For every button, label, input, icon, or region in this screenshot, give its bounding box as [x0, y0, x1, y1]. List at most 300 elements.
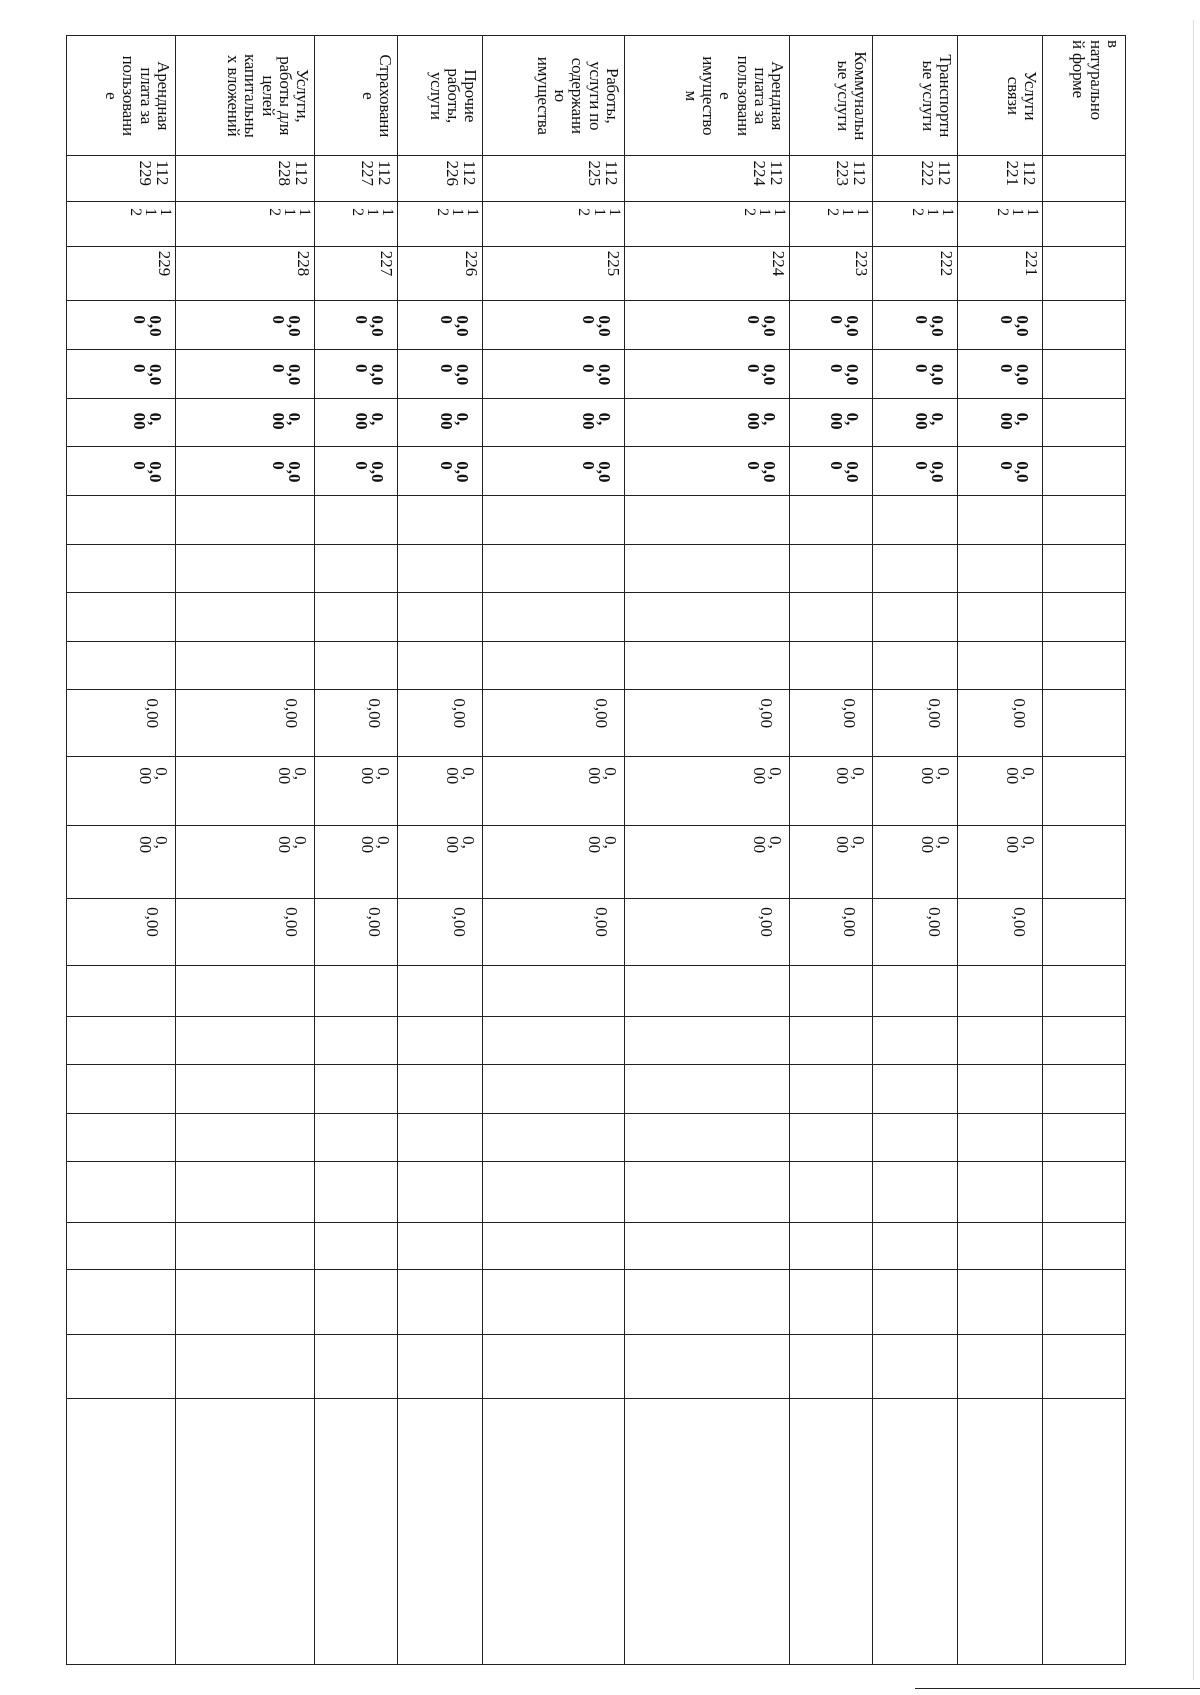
value-cell-text: 0,00 — [591, 907, 611, 937]
value-cell-text: 0,00 — [591, 698, 611, 729]
empty-cell — [176, 1113, 315, 1162]
value-cell-text: 0,00 — [925, 698, 945, 729]
empty-cell — [873, 495, 958, 544]
subcode-cell — [176, 202, 315, 247]
value-cell-text: 0,00 — [282, 907, 302, 937]
value-cell-text: 0, 00 — [269, 412, 305, 430]
value-cell — [398, 690, 483, 757]
value-cell-text: 0,0 0 — [437, 461, 473, 483]
empty-cell — [483, 641, 625, 690]
value-cell — [958, 301, 1043, 350]
value-cell-text: 0, 00 — [358, 767, 394, 785]
empty-cell — [873, 1269, 958, 1334]
value-cell-text: 0,0 0 — [129, 461, 166, 483]
page-edge — [1193, 20, 1194, 1680]
code-cell-text: 112 221 — [1002, 160, 1040, 187]
empty-cell — [483, 544, 625, 593]
row-name-cell — [483, 36, 625, 156]
value-cell-text: 0,0 0 — [352, 315, 388, 337]
value-cell-text: 0, 00 — [129, 412, 166, 430]
value-cell — [873, 899, 958, 966]
empty-cell — [958, 1016, 1043, 1065]
code-cell — [790, 155, 873, 202]
value-cell — [624, 447, 790, 496]
value-cell-text: 0, 00 — [750, 767, 786, 785]
value-cell — [176, 447, 315, 496]
empty-cell — [67, 641, 176, 690]
empty-cell — [790, 1162, 873, 1223]
value-cell-text: 0, 00 — [997, 412, 1033, 430]
subcode-cell — [624, 202, 790, 247]
empty-cell — [873, 641, 958, 690]
empty-cell — [790, 544, 873, 593]
table-row — [958, 36, 1043, 1665]
article-cell-text: 229 — [155, 250, 175, 277]
table-row — [624, 36, 790, 1665]
value-cell — [176, 350, 315, 399]
empty-cell — [398, 495, 483, 544]
code-cell — [483, 155, 625, 202]
value-cell — [67, 350, 176, 399]
value-cell — [398, 398, 483, 447]
article-cell — [315, 246, 398, 301]
empty-cell — [67, 1162, 176, 1223]
empty-cell — [1043, 690, 1126, 757]
empty-cell — [873, 1113, 958, 1162]
empty-cell — [1043, 1399, 1126, 1665]
empty-cell — [483, 1334, 625, 1399]
code-cell — [398, 155, 483, 202]
value-cell-text: 0, 00 — [1003, 836, 1039, 854]
value-cell-text: 0,0 0 — [352, 461, 388, 483]
code-cell-text: 112 222 — [917, 160, 955, 187]
empty-cell — [624, 1399, 790, 1665]
empty-cell — [483, 1269, 625, 1334]
empty-cell — [398, 544, 483, 593]
empty-cell — [315, 1162, 398, 1223]
value-cell — [958, 350, 1043, 399]
value-cell-text: 0,0 0 — [827, 461, 863, 483]
value-cell — [873, 350, 958, 399]
article-cell-text: 228 — [294, 250, 314, 277]
empty-cell — [398, 1113, 483, 1162]
value-cell — [483, 447, 625, 496]
row-name-cell — [176, 36, 315, 156]
table-row — [67, 36, 176, 1665]
empty-cell — [624, 1162, 790, 1223]
empty-cell — [1043, 1223, 1126, 1270]
empty-cell — [176, 1162, 315, 1223]
empty-cell — [67, 495, 176, 544]
value-cell-text: 0, 00 — [584, 836, 620, 854]
value-cell — [176, 398, 315, 447]
empty-cell — [176, 1334, 315, 1399]
value-cell — [790, 350, 873, 399]
empty-cell — [790, 1223, 873, 1270]
empty-cell — [483, 1399, 625, 1665]
empty-cell — [1043, 350, 1126, 399]
empty-cell — [624, 1269, 790, 1334]
row-name-cell — [1043, 36, 1126, 156]
article-cell-text: 223 — [852, 250, 872, 277]
empty-cell — [1043, 447, 1126, 496]
empty-cell — [1043, 826, 1126, 899]
code-cell — [176, 155, 315, 202]
row-name-cell-text: Арендная плата за пользовани е — [102, 55, 174, 136]
value-cell — [483, 398, 625, 447]
code-cell-text: 112 229 — [135, 160, 173, 187]
empty-cell — [483, 1162, 625, 1223]
empty-cell — [958, 1223, 1043, 1270]
value-cell-text: 0, 00 — [135, 836, 172, 854]
empty-cell — [958, 1065, 1043, 1114]
table-row — [483, 36, 625, 1665]
value-cell — [483, 899, 625, 966]
empty-cell — [398, 593, 483, 642]
row-name-cell — [398, 36, 483, 156]
value-cell — [483, 826, 625, 899]
empty-cell — [315, 1334, 398, 1399]
subcode-cell — [315, 202, 398, 247]
empty-cell — [790, 1065, 873, 1114]
value-cell — [873, 301, 958, 350]
table-row — [873, 36, 958, 1665]
value-cell — [790, 398, 873, 447]
value-cell-text: 0,0 0 — [578, 364, 614, 386]
empty-cell — [176, 593, 315, 642]
value-cell — [958, 447, 1043, 496]
value-cell-text: 0,0 0 — [744, 461, 780, 483]
code-cell — [958, 155, 1043, 202]
article-cell — [176, 246, 315, 301]
empty-cell — [315, 641, 398, 690]
empty-cell — [1043, 202, 1126, 247]
value-cell — [315, 757, 398, 826]
article-cell — [958, 246, 1043, 301]
value-cell-text: 0,00 — [840, 698, 860, 729]
value-cell-text: 0, 00 — [352, 412, 388, 430]
article-cell — [483, 246, 625, 301]
value-cell-text: 0,0 0 — [437, 364, 473, 386]
article-cell — [873, 246, 958, 301]
code-cell-text: 112 226 — [442, 160, 480, 187]
empty-cell — [67, 1269, 176, 1334]
value-cell-text: 0, 00 — [918, 836, 954, 854]
value-cell-text: 0,0 0 — [578, 315, 614, 337]
empty-cell — [790, 1334, 873, 1399]
code-cell — [315, 155, 398, 202]
value-cell — [315, 447, 398, 496]
value-cell — [624, 398, 790, 447]
empty-cell — [176, 1399, 315, 1665]
value-cell — [315, 826, 398, 899]
value-cell-text: 0,0 0 — [269, 315, 305, 337]
subcode-cell-text: 1 1 2 — [266, 208, 314, 217]
empty-cell — [398, 1016, 483, 1065]
empty-cell — [315, 1269, 398, 1334]
value-cell — [315, 350, 398, 399]
empty-cell — [483, 495, 625, 544]
subcode-cell — [67, 202, 176, 247]
row-name-cell — [624, 36, 790, 156]
value-cell-text: 0,0 0 — [827, 364, 863, 386]
value-cell-text: 0, 00 — [750, 836, 786, 854]
empty-cell — [958, 495, 1043, 544]
empty-cell — [873, 965, 958, 1016]
value-cell-text: 0,0 0 — [997, 364, 1033, 386]
value-cell-text: 0,0 0 — [912, 364, 948, 386]
value-cell-text: 0,00 — [925, 907, 945, 937]
code-cell-text: 112 224 — [750, 160, 787, 187]
empty-cell — [790, 1269, 873, 1334]
empty-cell — [624, 1223, 790, 1270]
subcode-cell-text: 1 1 2 — [126, 208, 175, 217]
article-cell — [790, 246, 873, 301]
empty-cell — [398, 1162, 483, 1223]
value-cell — [315, 398, 398, 447]
value-cell-text: 0,0 0 — [744, 315, 780, 337]
value-cell — [398, 447, 483, 496]
value-cell-text: 0, 00 — [744, 412, 780, 430]
page-footer-rule — [915, 1688, 1200, 1689]
empty-cell — [176, 495, 315, 544]
value-cell — [624, 899, 790, 966]
value-cell — [398, 899, 483, 966]
value-cell-text: 0, 00 — [918, 767, 954, 785]
value-cell — [315, 301, 398, 350]
empty-cell — [398, 1399, 483, 1665]
value-cell — [483, 301, 625, 350]
value-cell-text: 0,00 — [757, 698, 777, 729]
empty-cell — [483, 965, 625, 1016]
table-row — [790, 36, 873, 1665]
empty-cell — [873, 1162, 958, 1223]
empty-cell — [315, 544, 398, 593]
empty-cell — [958, 593, 1043, 642]
row-name-cell-text: Прочие работы, услуги — [426, 68, 481, 124]
value-cell — [176, 690, 315, 757]
value-cell-text: 0, 00 — [358, 836, 394, 854]
empty-cell — [1043, 593, 1126, 642]
subcode-cell — [790, 202, 873, 247]
empty-cell — [873, 593, 958, 642]
value-cell — [624, 826, 790, 899]
subcode-cell-text: 1 1 2 — [741, 208, 789, 217]
value-cell — [958, 398, 1043, 447]
empty-cell — [1043, 544, 1126, 593]
value-cell-text: 0,00 — [143, 907, 163, 937]
empty-cell — [624, 1065, 790, 1114]
subcode-cell-text: 1 1 2 — [993, 208, 1042, 217]
article-cell-text: 221 — [1022, 250, 1042, 277]
subcode-cell-text: 1 1 2 — [348, 208, 397, 217]
empty-cell — [315, 965, 398, 1016]
empty-cell — [1043, 1162, 1126, 1223]
empty-cell — [67, 1223, 176, 1270]
value-cell-text: 0, 00 — [275, 767, 311, 785]
empty-cell — [398, 1223, 483, 1270]
empty-cell — [958, 1399, 1043, 1665]
empty-cell — [176, 1223, 315, 1270]
value-cell-text: 0,0 0 — [269, 364, 305, 386]
value-cell — [958, 899, 1043, 966]
value-cell — [398, 301, 483, 350]
value-cell-text: 0,0 0 — [744, 364, 780, 386]
code-cell-text: 112 228 — [275, 160, 312, 187]
empty-cell — [483, 1223, 625, 1270]
empty-cell — [958, 1162, 1043, 1223]
empty-cell — [1043, 246, 1126, 301]
value-cell — [790, 899, 873, 966]
value-cell — [790, 757, 873, 826]
empty-cell — [67, 965, 176, 1016]
empty-cell — [315, 593, 398, 642]
empty-cell — [790, 1113, 873, 1162]
value-cell — [176, 757, 315, 826]
table-row — [315, 36, 398, 1665]
empty-cell — [1043, 641, 1126, 690]
empty-cell — [176, 1065, 315, 1114]
value-cell — [483, 350, 625, 399]
empty-cell — [483, 1065, 625, 1114]
row-name-cell-text: Работы, услуги по содержани ю имущества — [533, 56, 622, 135]
empty-cell — [398, 641, 483, 690]
value-cell-text: 0,0 0 — [997, 461, 1033, 483]
empty-cell — [1043, 301, 1126, 350]
value-cell — [483, 690, 625, 757]
value-cell — [483, 757, 625, 826]
value-cell-text: 0, 00 — [135, 767, 172, 785]
empty-cell — [1043, 398, 1126, 447]
value-cell-text: 0,00 — [840, 907, 860, 937]
row-name-cell — [790, 36, 873, 156]
empty-cell — [176, 641, 315, 690]
value-cell-text: 0, 00 — [578, 412, 614, 430]
value-cell — [67, 447, 176, 496]
empty-cell — [1043, 1269, 1126, 1334]
empty-cell — [483, 593, 625, 642]
article-cell-text: 226 — [462, 250, 482, 277]
empty-cell — [790, 1399, 873, 1665]
empty-cell — [1043, 1334, 1126, 1399]
empty-cell — [315, 495, 398, 544]
subcode-cell — [873, 202, 958, 247]
row-name-cell — [67, 36, 176, 156]
empty-cell — [624, 544, 790, 593]
article-cell — [624, 246, 790, 301]
value-cell-text: 0,00 — [365, 907, 385, 937]
value-cell-text: 0,00 — [1010, 698, 1030, 729]
value-cell-text: 0, 00 — [827, 412, 863, 430]
table-row — [1043, 36, 1126, 1665]
empty-cell — [315, 1113, 398, 1162]
value-cell — [624, 301, 790, 350]
article-cell — [398, 246, 483, 301]
empty-cell — [624, 965, 790, 1016]
empty-cell — [624, 1334, 790, 1399]
value-cell-text: 0,0 0 — [352, 364, 388, 386]
value-cell — [67, 899, 176, 966]
empty-cell — [483, 1016, 625, 1065]
row-name-cell-text: Транспортн ые услуги — [918, 54, 956, 138]
subcode-cell — [483, 202, 625, 247]
row-name-cell — [958, 36, 1043, 156]
empty-cell — [67, 1016, 176, 1065]
row-name-cell-text: Арендная плата за пользовани е имущество м — [681, 55, 788, 136]
empty-cell — [958, 1334, 1043, 1399]
empty-cell — [398, 1269, 483, 1334]
empty-cell — [67, 1334, 176, 1399]
value-cell-text: 0, 00 — [437, 412, 473, 430]
empty-cell — [1043, 495, 1126, 544]
value-cell — [315, 690, 398, 757]
value-cell-text: 0,00 — [143, 698, 163, 729]
empty-cell — [315, 1065, 398, 1114]
value-cell — [67, 690, 176, 757]
value-cell — [67, 398, 176, 447]
value-cell-text: 0,00 — [450, 907, 470, 937]
value-cell-text: 0,00 — [1010, 907, 1030, 937]
empty-cell — [873, 544, 958, 593]
empty-cell — [873, 1334, 958, 1399]
empty-cell — [67, 593, 176, 642]
value-cell-text: 0,0 0 — [129, 315, 166, 337]
article-cell-text: 224 — [769, 250, 789, 277]
value-cell — [176, 301, 315, 350]
empty-cell — [176, 1016, 315, 1065]
value-cell — [67, 757, 176, 826]
value-cell — [624, 350, 790, 399]
subcode-cell-text: 1 1 2 — [908, 208, 957, 217]
empty-cell — [958, 641, 1043, 690]
value-cell — [873, 447, 958, 496]
code-cell-text: 112 227 — [357, 160, 395, 187]
value-cell-text: 0,00 — [365, 698, 385, 729]
value-cell — [67, 301, 176, 350]
empty-cell — [67, 1113, 176, 1162]
value-cell — [624, 757, 790, 826]
value-cell — [873, 690, 958, 757]
subcode-cell — [958, 202, 1043, 247]
value-cell — [790, 447, 873, 496]
empty-cell — [790, 965, 873, 1016]
empty-cell — [1043, 899, 1126, 966]
value-cell — [790, 301, 873, 350]
empty-cell — [67, 1399, 176, 1665]
value-cell-text: 0,00 — [282, 698, 302, 729]
value-cell-text: 0, 00 — [443, 836, 479, 854]
subcode-cell-text: 1 1 2 — [823, 208, 872, 217]
empty-cell — [958, 1113, 1043, 1162]
empty-cell — [624, 1016, 790, 1065]
empty-cell — [176, 1269, 315, 1334]
value-cell — [398, 757, 483, 826]
code-cell — [873, 155, 958, 202]
row-name-cell — [873, 36, 958, 156]
empty-cell — [790, 495, 873, 544]
value-cell — [873, 757, 958, 826]
empty-cell — [958, 544, 1043, 593]
empty-cell — [176, 965, 315, 1016]
row-name-cell — [315, 36, 398, 156]
value-cell — [176, 826, 315, 899]
empty-cell — [67, 1065, 176, 1114]
value-cell-text: 0,0 0 — [827, 315, 863, 337]
value-cell — [790, 690, 873, 757]
empty-cell — [790, 1016, 873, 1065]
empty-cell — [873, 1223, 958, 1270]
article-cell — [67, 246, 176, 301]
